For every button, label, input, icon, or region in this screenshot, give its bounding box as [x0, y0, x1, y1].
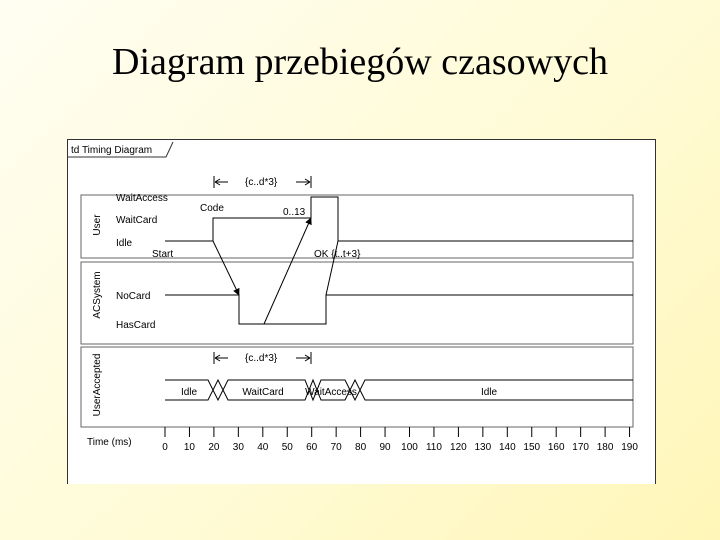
time-axis-label: Time (ms)	[87, 437, 132, 448]
time-tick-label: 170	[572, 442, 589, 453]
acsystem-timeline	[165, 295, 633, 324]
time-tick-label: 100	[401, 442, 418, 453]
time-tick-label: 160	[547, 442, 565, 453]
message-code-arrow	[264, 218, 311, 324]
useraccepted-lane	[81, 347, 633, 427]
message-code-label: Code	[200, 203, 224, 214]
lifeline-name-acsystem: ACSystem	[92, 271, 103, 319]
lifeline-name-user: User	[92, 214, 103, 236]
time-tick-label: 20	[208, 442, 220, 453]
value-state-waitaccess: WaitAccess	[305, 387, 357, 398]
time-tick-label: 0	[162, 442, 168, 453]
state-label-waitcard: WaitCard	[116, 215, 158, 226]
time-tick-label: 50	[281, 442, 293, 453]
value-state-idle-2: Idle	[480, 387, 498, 398]
time-tick-label: 30	[232, 442, 244, 453]
time-tick-label: 180	[596, 442, 614, 453]
time-tick-label: 60	[306, 442, 318, 453]
timing-diagram-frame	[67, 139, 656, 484]
value-lifeline-top	[165, 380, 633, 400]
time-tick-label: 90	[379, 442, 391, 453]
constraint-3-label: {c..d*3}	[245, 353, 278, 364]
state-label-nocard: NoCard	[116, 291, 151, 302]
time-tick-label: 190	[621, 442, 638, 453]
value-state-idle: Idle	[180, 387, 198, 398]
acsystem-lane	[81, 262, 633, 344]
time-tick-label: 70	[330, 442, 342, 453]
state-label-waitaccess: WaitAccess	[116, 193, 168, 204]
message-start-arrow	[213, 241, 239, 295]
time-tick-label: 150	[523, 442, 541, 453]
time-tick-label: 80	[355, 442, 367, 453]
user-timeline	[165, 197, 633, 241]
value-state-waitcard: WaitCard	[242, 387, 284, 398]
time-tick-label: 130	[474, 442, 492, 453]
time-tick-label: 40	[257, 442, 269, 453]
constraint-2-label: 0..13	[283, 207, 306, 218]
time-tick-label: 140	[498, 442, 516, 453]
state-label-idle: Idle	[116, 238, 133, 249]
message-start-label: Start	[152, 249, 174, 260]
timing-diagram	[68, 140, 655, 484]
value-lifeline-bottom	[165, 380, 633, 400]
frame-label: td Timing Diagram	[71, 145, 153, 156]
time-tick-label: 110	[425, 442, 442, 453]
slide-title: Diagram przebiegów czasowych	[112, 41, 608, 83]
time-tick-label: 10	[183, 442, 196, 453]
time-tick-label: 120	[450, 442, 467, 453]
constraint-1-label: {c..d*3}	[245, 177, 278, 188]
time-axis-ticks	[162, 427, 638, 453]
lifeline-name-useraccepted: UserAccepted	[92, 353, 103, 417]
state-label-hascard: HasCard	[116, 320, 156, 331]
message-ok-label: OK {t..t+3}	[314, 249, 361, 260]
